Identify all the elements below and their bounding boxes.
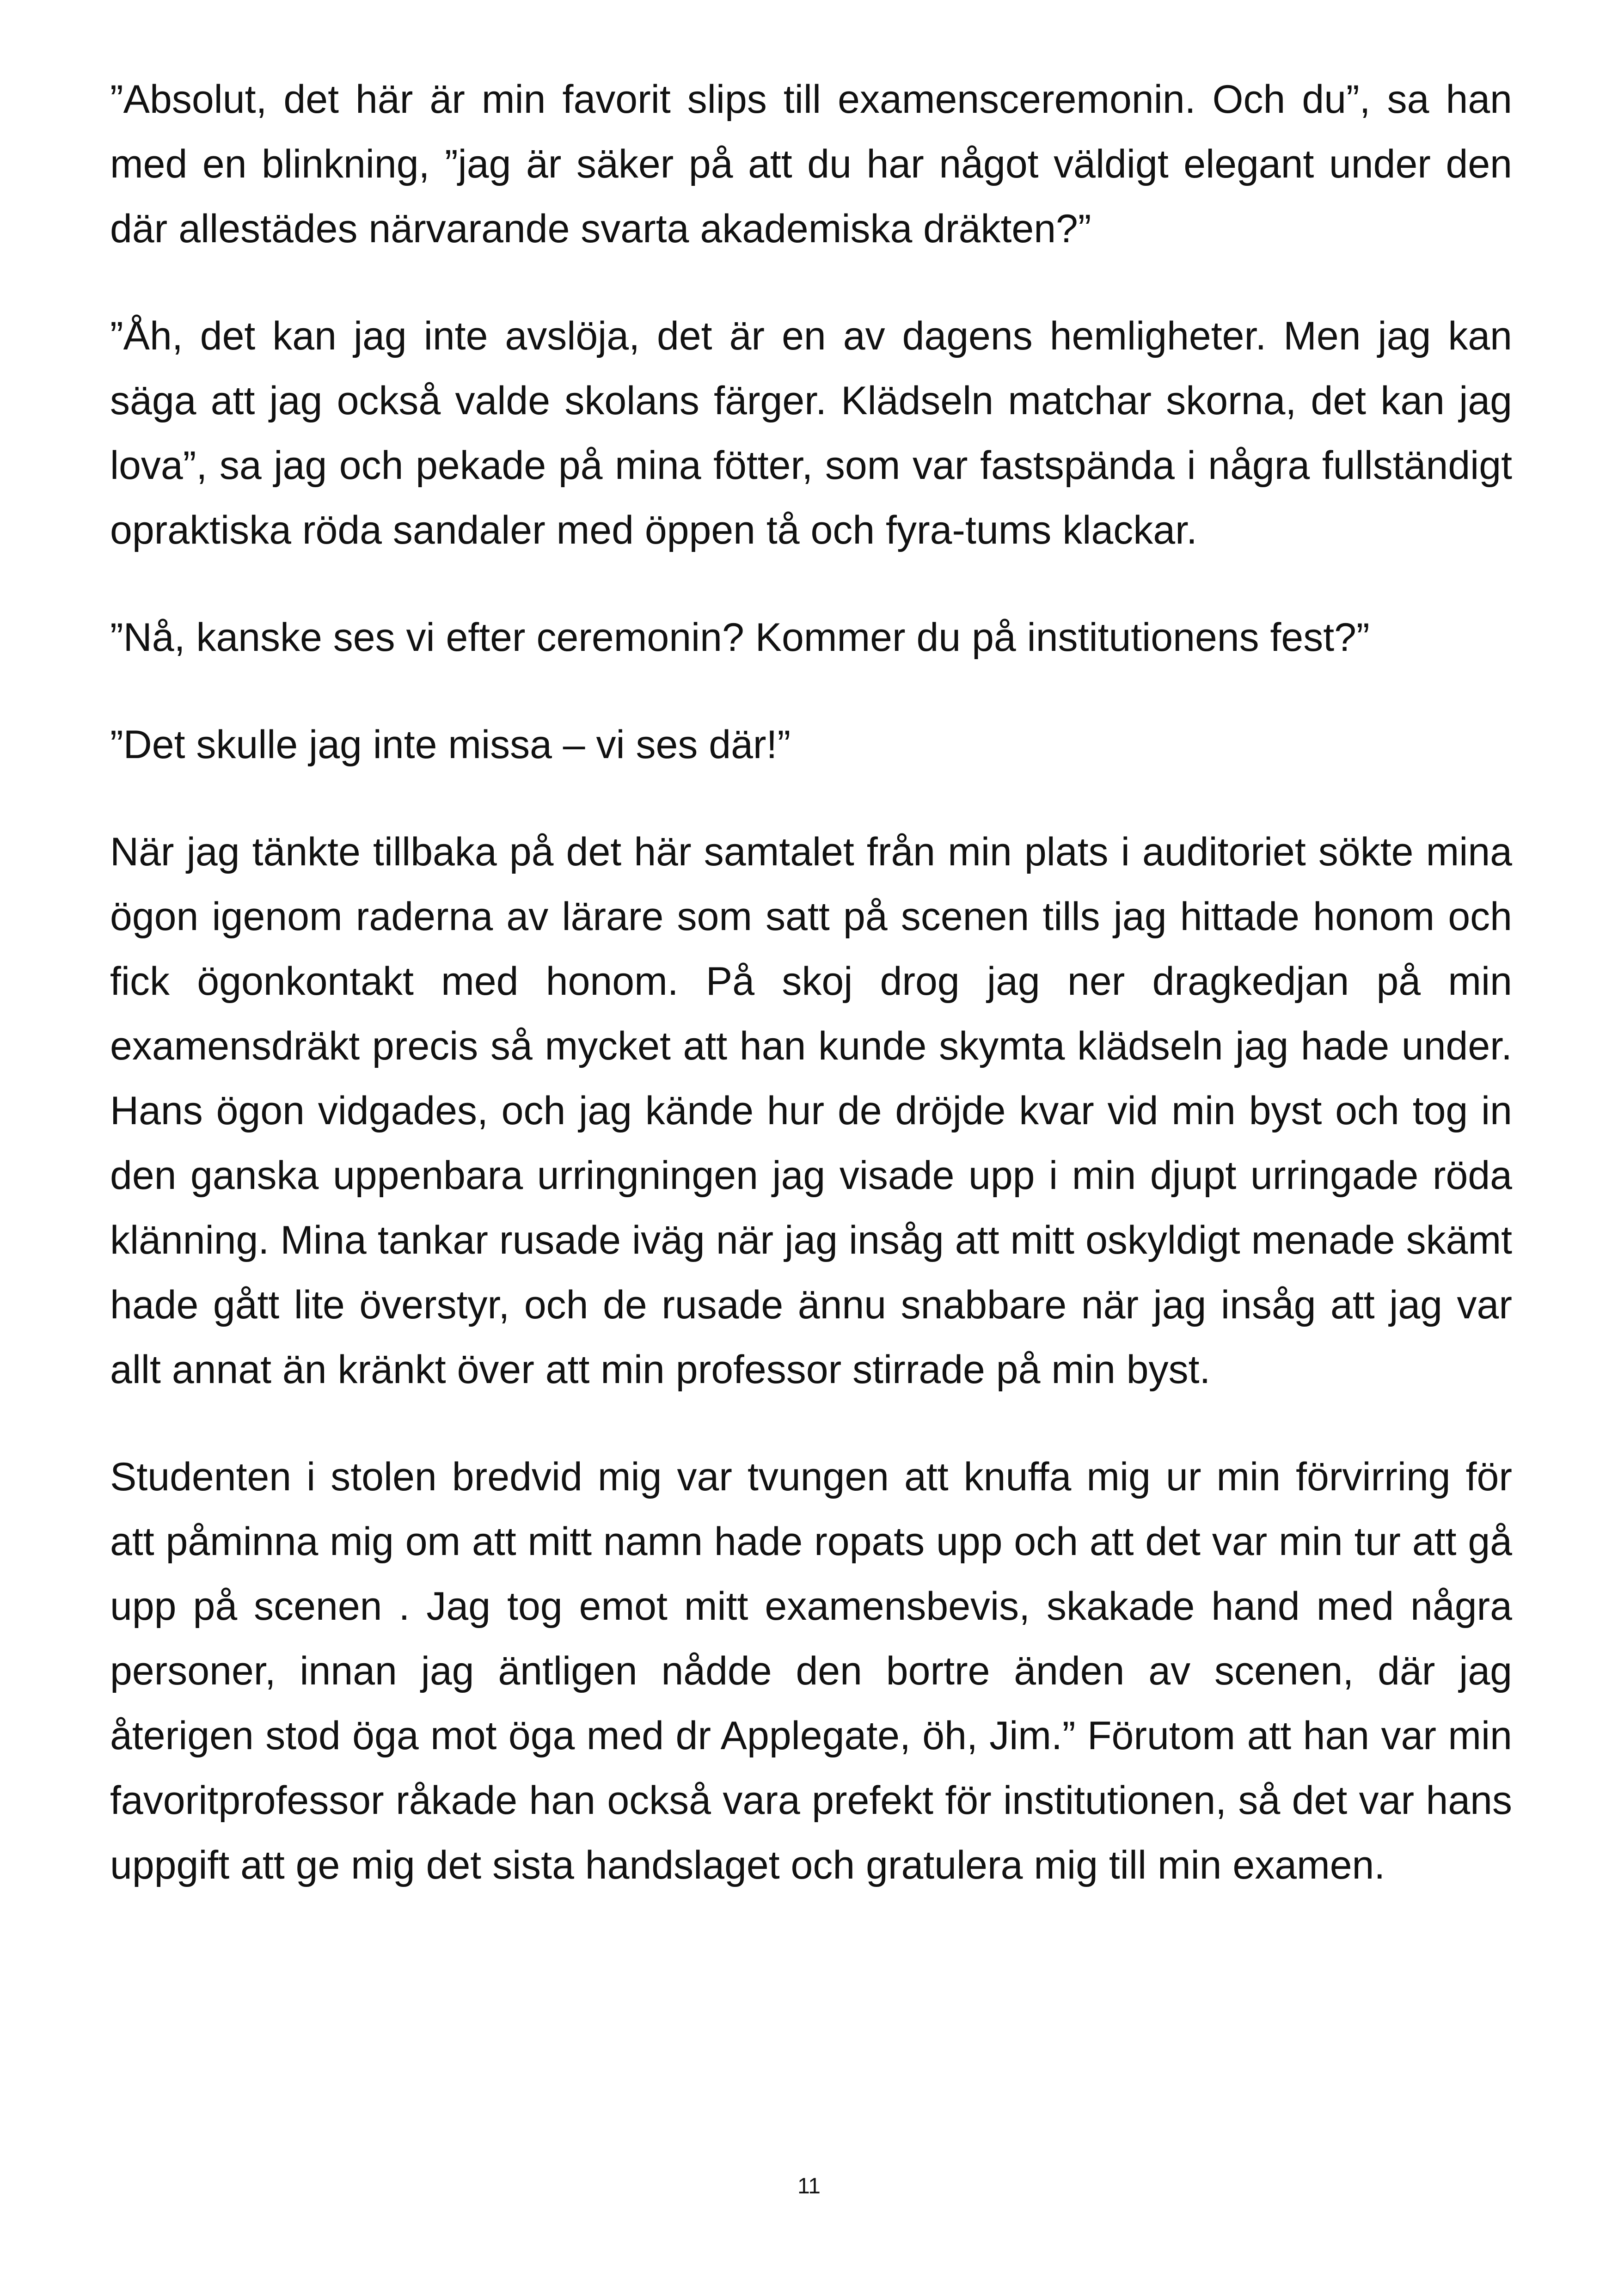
- paragraph-1: ”Absolut, det här är min favorit slips till examensceremonin. Och du”, sa han med en blinkning, ”jag är säker på att du har något väldigt elegant under den där allestädes närvarande svarta akademiska dräkten?”: [110, 77, 1512, 251]
- paragraph-5: När jag tänkte tillbaka på det här samtalet från min plats i auditoriet sökte mina ögon igenom raderna av lärare som satt på scenen tills jag hittade honom och fick ögonkontakt med honom. På skoj drog jag ner dragkedjan på min examensdräkt precis så mycket att han kunde skymta klädseln jag hade under. Hans ögon vidgades, och jag kände hur de dröjde kvar vid min byst och tog in den ganska uppenbara urringningen jag visade upp i min djupt urringade röda klänning. Mina tankar rusade iväg när jag insåg att mitt oskyldigt menade skämt hade gått lite överstyr, och de rusade ännu snabbare när jag insåg att jag var allt annat än kränkt över att min professor stirrade på min byst.: [110, 830, 1512, 1392]
- paragraph-4: ”Det skulle jag inte missa – vi ses där!”: [110, 722, 791, 767]
- paragraph-3: ”Nå, kanske ses vi efter ceremonin? Kommer du på institutionens fest?”: [110, 615, 1370, 660]
- document-body: [110, 67, 1512, 1940]
- paragraph-2: ”Åh, det kan jag inte avslöja, det är en av dagens hemligheter. Men jag kan säga att jag också valde skolans färger. Klädseln matchar skorna, det kan jag lova”, sa jag och pekade på mina fötter, som var fastspända i några fullständigt opraktiska röda sandaler med öppen tå och fyra-tums klackar.: [110, 314, 1512, 552]
- paragraph-6: Studenten i stolen bredvid mig var tvungen att knuffa mig ur min förvirring för att påminna mig om att mitt namn hade ropats upp och att det var min tur att gå upp på scenen . Jag tog emot mitt examensbevis, skakade hand med några personer, innan jag äntligen nådde den bortre änden av scenen, där jag återigen stod öga mot öga med dr Applegate, öh, Jim.” Förutom att han var min favoritprofessor råkade han också vara prefekt för institutionen, så det var hans uppgift att ge mig det sista handslaget och gratulera mig till min examen.: [110, 1455, 1512, 1887]
- page-number: 11: [797, 2174, 821, 2198]
